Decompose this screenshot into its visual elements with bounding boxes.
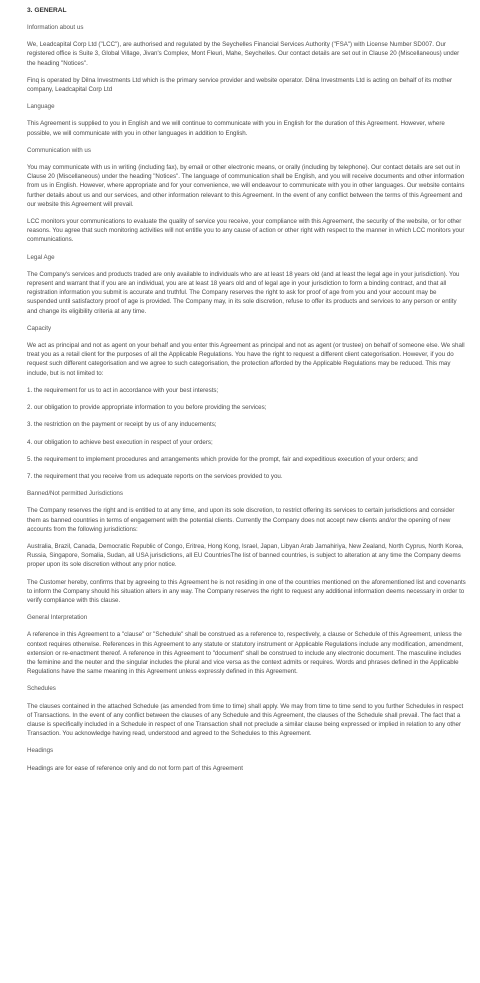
list-item: 3. the restriction on the payment or receipt by us of any inducements; <box>27 421 217 429</box>
section-banned-jurisdictions <box>27 489 466 605</box>
section-language <box>27 102 466 138</box>
paragraph: The Company reserves the right and is entitled to at any time, and upon its sole discretion, to restrict offering its services to certain jurisdictions and consider them as banned countries in terms of engagement with the potential clients. Currently the Company does not accept new clients and/or the opening of new accounts from the following jurisdictions: <box>27 507 455 533</box>
subheading-communication: Communication with us <box>27 146 91 154</box>
section-capacity <box>27 324 466 481</box>
section-information-about-us <box>27 23 466 94</box>
list-item: 4. our obligation to achieve best execution in respect of your orders; <box>27 438 213 446</box>
subheading-information-about-us: Information about us <box>27 24 84 31</box>
paragraph: A reference in this Agreement to a "clause" or "Schedule" shall be construed as a reference to, respectively, a clause or Schedule of this Agreement, unless the context requires otherwise. References in this Agreement to any statute or statutory instrument or Applicable Regulations include any modification, amendment, extension or re-enactment thereof. A reference in this Agreement to "document" shall be construed to include any electronic document. The masculine includes the feminine and the neuter and the singular includes the plural and vice versa as the context admits or requires. Words and phrases defined in the Applicable Regulations have the same meaning in this Agreement unless expressly defined in this Agreement. <box>27 631 464 676</box>
subheading-schedules: Schedules <box>27 685 56 693</box>
section-title: 3. GENERAL <box>27 7 67 14</box>
subheading-banned-jurisdictions: Banned/Not permitted Jurisdictions <box>27 490 123 498</box>
paragraph: We act as principal and not as agent on your behalf and you enter this Agreement as principal and not as agent (or trustee) on behalf of someone else. We shall treat you as a retail client for the purposes of all the Applicable Regulations. You have the right to request a different client categorisation. However, if you do request such different categorisation and we agree to such categorisation, the protection afforded by the Applicable Regulations may be reduced. This may include, but is not limited to: <box>27 342 465 377</box>
list-item: 7. the requirement that you receive from us adequate reports on the services provided to you. <box>27 472 283 480</box>
subheading-capacity: Capacity <box>27 324 52 332</box>
paragraph: The clauses contained in the attached Schedule (as amended from time to time) shall apply. We may from time to time send to you further Schedules in respect of Transactions. In the event of any conflict between the clauses of any Schedule and this Agreement, the clauses of the Schedule shall prevail. The fact that a clause is specifically included in a Schedule in respect of one Transaction shall not preclude a similar clause being expressed or implied in relation to any other Transaction. You acknowledge having read, understood and agreed to the Schedules to this Agreement. <box>27 702 464 738</box>
paragraph: This Agreement is supplied to you in English and we will continue to communicate with you in English for the duration of this Agreement. However, where possible, we will communicate with you in other languages in addition to English. <box>27 120 445 137</box>
paragraph: The Customer hereby, confirms that by agreeing to this Agreement he is not residing in one of the countries mentioned on the aforementioned list and covenants to inform the Company should his situation alters in any way. The Company reserves the right to request any additional information deems necessary in order to verify compliance with this clause. <box>27 578 466 604</box>
section-general-interpretation <box>27 613 466 676</box>
subheading-general-interpretation: General Interpretation <box>27 614 88 622</box>
paragraph: We, Leadcapital Corp Ltd ("LCC"), are authorised and regulated by the Seychelles Financial Services Authority ("FSA") with License Number SD007. Our registered office is Suite 3, Global Village, Jivan's Complex, Mont Fleuri, Mahe, Seychelles. Our contact details are set out in Clause 20 (Miscellaneous) under the heading "Notices". <box>27 41 460 67</box>
list-item: 5. the requirement to implement procedures and arrangements which provide for the prompt, fair and expeditious execution of your orders; and <box>27 455 418 463</box>
section-schedules <box>27 684 466 738</box>
subheading-headings: Headings <box>27 747 54 755</box>
paragraph: Finq is operated by Dilna Investments Ltd which is the primary service provider and website operator. Dilna Investments Ltd is acting on behalf of its mother company, Leadcapital Corp Ltd <box>27 76 453 94</box>
section-headings <box>27 746 466 772</box>
list-item: 2. our obligation to provide appropriate information to you before providing the services; <box>27 404 267 412</box>
section-communication <box>27 146 466 245</box>
paragraph: Headings are for ease of reference only and do not form part of this Agreement <box>27 764 243 772</box>
list-item: 1. the requirement for us to act in accordance with your best interests; <box>27 386 219 394</box>
paragraph: The Company's services and products traded are only available to individuals who are at least 18 years old (and at least the legal age in your jurisdiction). You represent and warrant that if you are an individual, you are at least 18 years old and of legal age in your jurisdiction to form a binding contract, and that all registration information you submit is accurate and truthful. The Company reserves the right to ask for proof of age from you and your account may be suspended until satisfactory proof of age is provided. The Company may, in its sole discretion, refuse to offer its products and services to any person or entity and change its eligibility criteria at any time. <box>27 270 460 315</box>
paragraph: Australia, Brazil, Canada, Democratic Republic of Congo, Eritrea, Hong Kong, Israel, Japan, Libyan Arab Jamahiriya, New Zealand, North Cyprus, North Korea, Russia, Singapore, Somalia, Sudan, all USA jurisdictions, all EU CountriesThe list of banned countries, is subject to alteration at any time the Company deems proper upon its sole discretion without any prior notice. <box>27 542 464 569</box>
section-legal-age <box>27 253 466 316</box>
subheading-language: Language <box>27 103 55 111</box>
paragraph: LCC monitors your communications to evaluate the quality of service you receive, your compliance with this Agreement, the security of the website, or for other reasons. You agree that such monitoring activities will not entitle you to any cause of action or other right with respect to the manner in which LCC monitors your communications. <box>27 218 465 244</box>
subheading-legal-age: Legal Age <box>27 253 55 261</box>
paragraph: You may communicate with us in writing (including fax), by email or other electronic means, or orally (including by telephone). Our contact details are set out in Clause 20 (Miscellaneous) under the heading "Notices". The language of communication shall be English, and you will receive documents and other information from us in English. However, where appropriate and for your convenience, we will endeavour to communicate with you in other languages. Our website contains further details about us and our services, and other information relevant to this Agreement. In the event of any conflict between the terms of this Agreement and our website this Agreement will prevail. <box>27 164 465 208</box>
